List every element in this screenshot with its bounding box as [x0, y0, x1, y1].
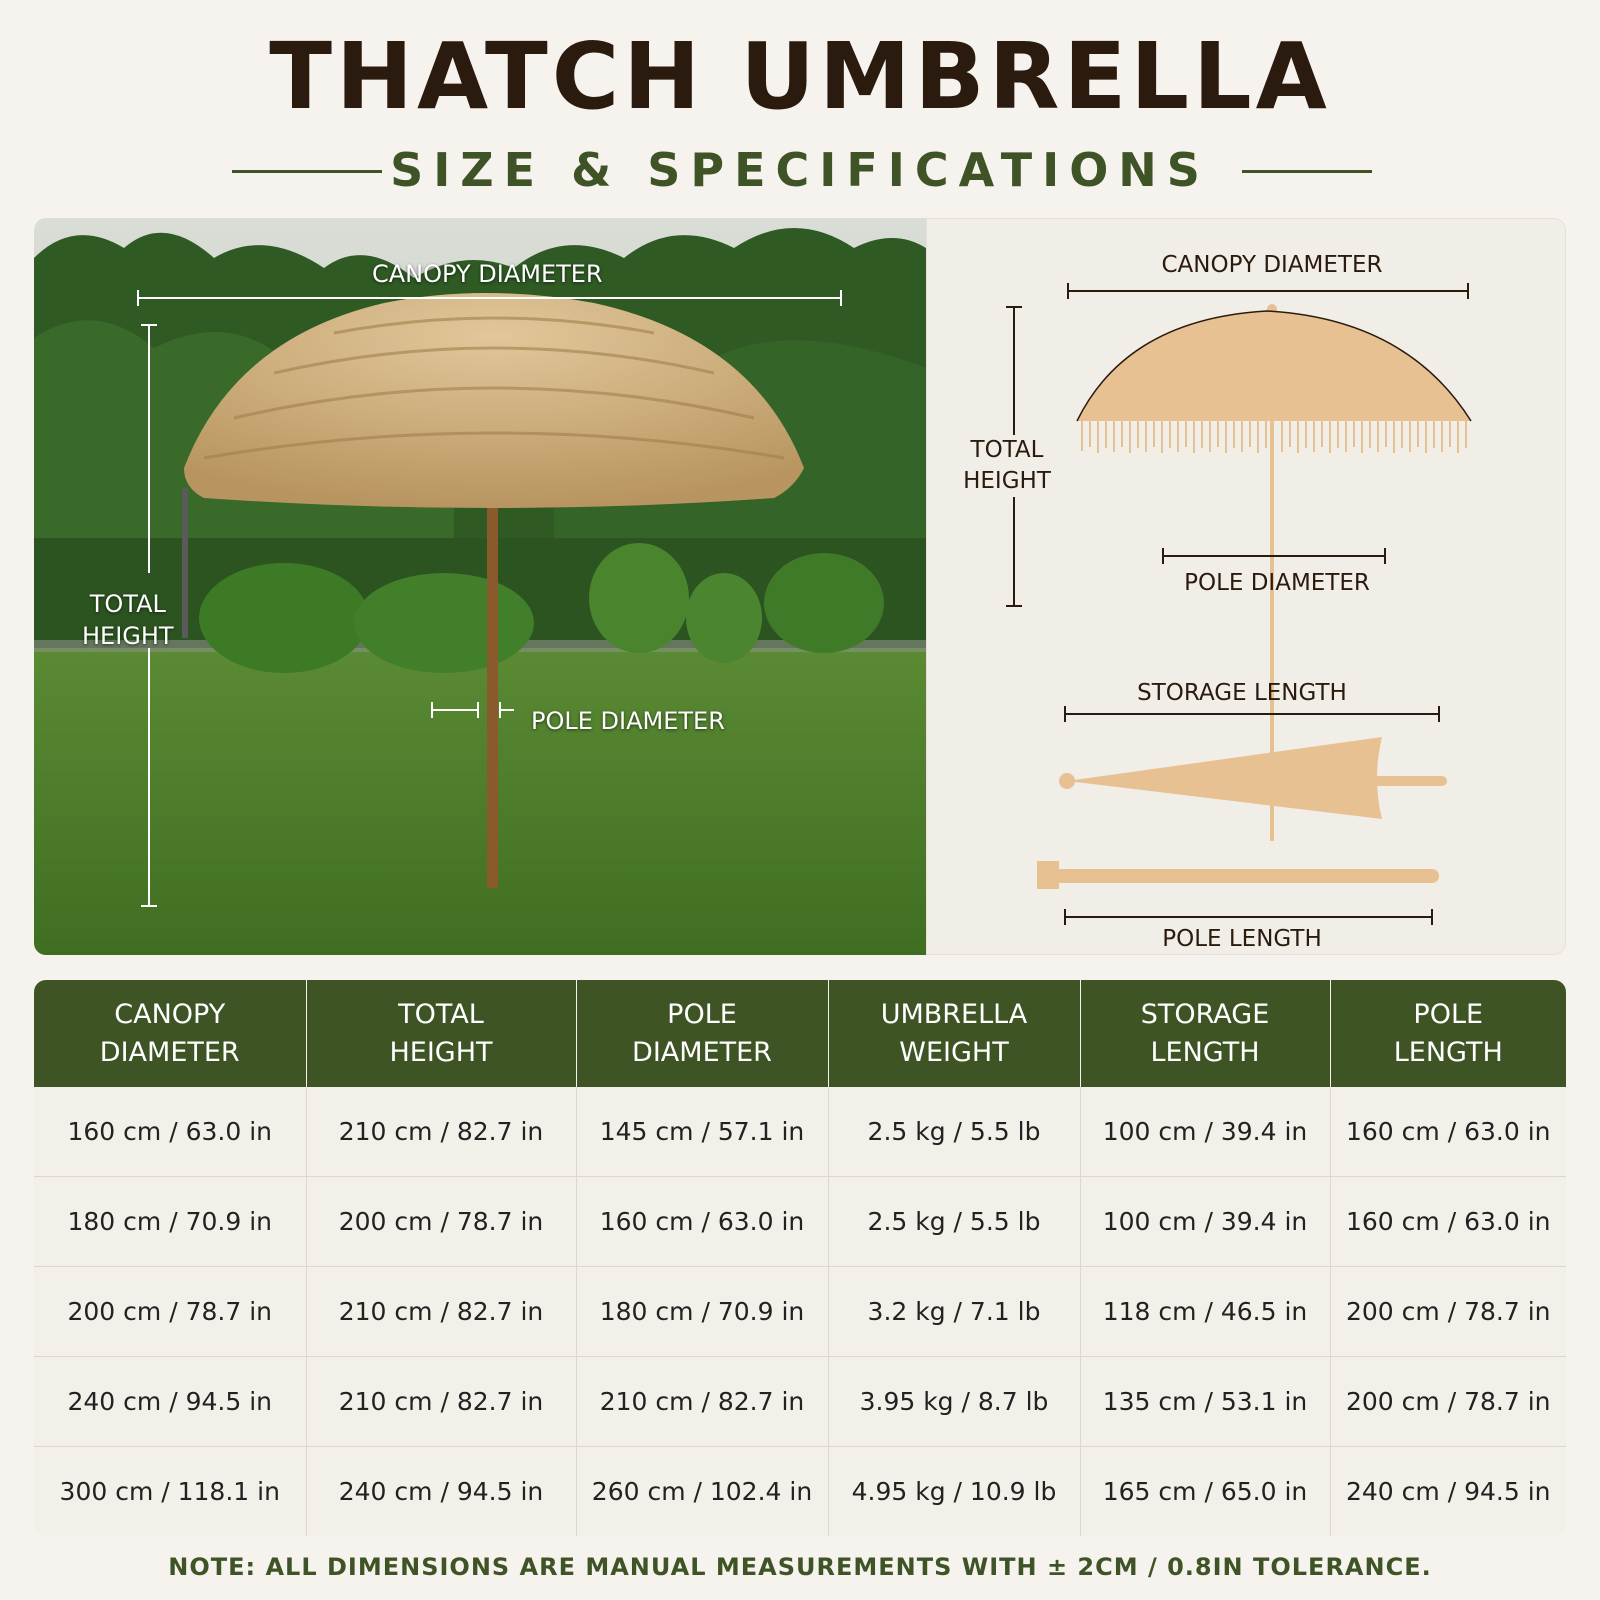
dimension-diagram: [926, 218, 1566, 955]
table-cell: 160 cm / 63.0 in: [1330, 1177, 1566, 1267]
table-cell: 3.95 kg / 8.7 lb: [828, 1357, 1080, 1447]
table-cell: 260 cm / 102.4 in: [576, 1447, 828, 1537]
product-photo: [34, 218, 926, 955]
photo-canopy-diameter-label: CANOPY DIAMETER: [372, 260, 603, 288]
photo-pole-diameter-label: POLE DIAMETER: [531, 707, 725, 735]
header-total-height: TOTAL HEIGHT: [306, 980, 576, 1087]
table-row: [34, 1087, 1566, 1177]
header-pole-diameter: POLE DIAMETER: [576, 980, 828, 1087]
table-cell: 240 cm / 94.5 in: [306, 1447, 576, 1537]
table-cell: 200 cm / 78.7 in: [1330, 1267, 1566, 1357]
diagram-total-height-label: TOTAL HEIGHT: [942, 435, 1072, 497]
diagram-pole-length-label: POLE LENGTH: [1162, 926, 1322, 952]
table-cell: 3.2 kg / 7.1 lb: [828, 1267, 1080, 1357]
table-cell: 100 cm / 39.4 in: [1080, 1087, 1330, 1177]
table-cell: 2.5 kg / 5.5 lb: [828, 1177, 1080, 1267]
table-cell: 210 cm / 82.7 in: [306, 1357, 576, 1447]
header-umbrella-weight: UMBRELLA WEIGHT: [828, 980, 1080, 1087]
page-subtitle: SIZE & SPECIFICATIONS: [390, 143, 1210, 197]
table-cell: 210 cm / 82.7 in: [306, 1087, 576, 1177]
table-cell: 210 cm / 82.7 in: [576, 1357, 828, 1447]
table-row: [34, 1267, 1566, 1357]
tolerance-note: NOTE: ALL DIMENSIONS ARE MANUAL MEASUREMENTS WITH ± 2CM / 0.8IN TOLERANCE.: [168, 1553, 1432, 1581]
table-cell: 200 cm / 78.7 in: [306, 1177, 576, 1267]
diagram-storage-length-label: STORAGE LENGTH: [1137, 680, 1347, 706]
header-pole-length: POLE LENGTH: [1330, 980, 1566, 1087]
diagram-pole-diameter-label: POLE DIAMETER: [1184, 570, 1370, 596]
table-cell: 118 cm / 46.5 in: [1080, 1267, 1330, 1357]
header-storage-length: STORAGE LENGTH: [1080, 980, 1330, 1087]
table-cell: 210 cm / 82.7 in: [306, 1267, 576, 1357]
table-row: [34, 1177, 1566, 1267]
table-cell: 180 cm / 70.9 in: [34, 1177, 306, 1267]
header-canopy-diameter: CANOPY DIAMETER: [34, 980, 306, 1087]
table-cell: 165 cm / 65.0 in: [1080, 1447, 1330, 1537]
table-cell: 4.95 kg / 10.9 lb: [828, 1447, 1080, 1537]
table-cell: 180 cm / 70.9 in: [576, 1267, 828, 1357]
table-cell: 160 cm / 63.0 in: [1330, 1087, 1566, 1177]
table-cell: 145 cm / 57.1 in: [576, 1087, 828, 1177]
table-header-row: [34, 980, 1566, 1087]
umbrella-photo-illustration: [34, 218, 926, 955]
table-cell: 300 cm / 118.1 in: [34, 1447, 306, 1537]
table-cell: 160 cm / 63.0 in: [34, 1087, 306, 1177]
table-cell: 100 cm / 39.4 in: [1080, 1177, 1330, 1267]
table-cell: 240 cm / 94.5 in: [34, 1357, 306, 1447]
table-row: [34, 1447, 1566, 1537]
table-cell: 200 cm / 78.7 in: [34, 1267, 306, 1357]
table-row: [34, 1357, 1566, 1447]
subtitle-right-rule: [1242, 170, 1372, 173]
table-cell: 160 cm / 63.0 in: [576, 1177, 828, 1267]
diagram-canopy-diameter-label: CANOPY DIAMETER: [1161, 252, 1383, 278]
page-title: THATCH UMBRELLA: [269, 23, 1331, 130]
specifications-table: [34, 980, 1566, 1536]
photo-total-height-label: TOTAL HEIGHT: [82, 590, 174, 650]
table-cell: 240 cm / 94.5 in: [1330, 1447, 1566, 1537]
table-cell: 2.5 kg / 5.5 lb: [828, 1087, 1080, 1177]
table-cell: 200 cm / 78.7 in: [1330, 1357, 1566, 1447]
subtitle-row: [0, 140, 1600, 200]
table-cell: 135 cm / 53.1 in: [1080, 1357, 1330, 1447]
